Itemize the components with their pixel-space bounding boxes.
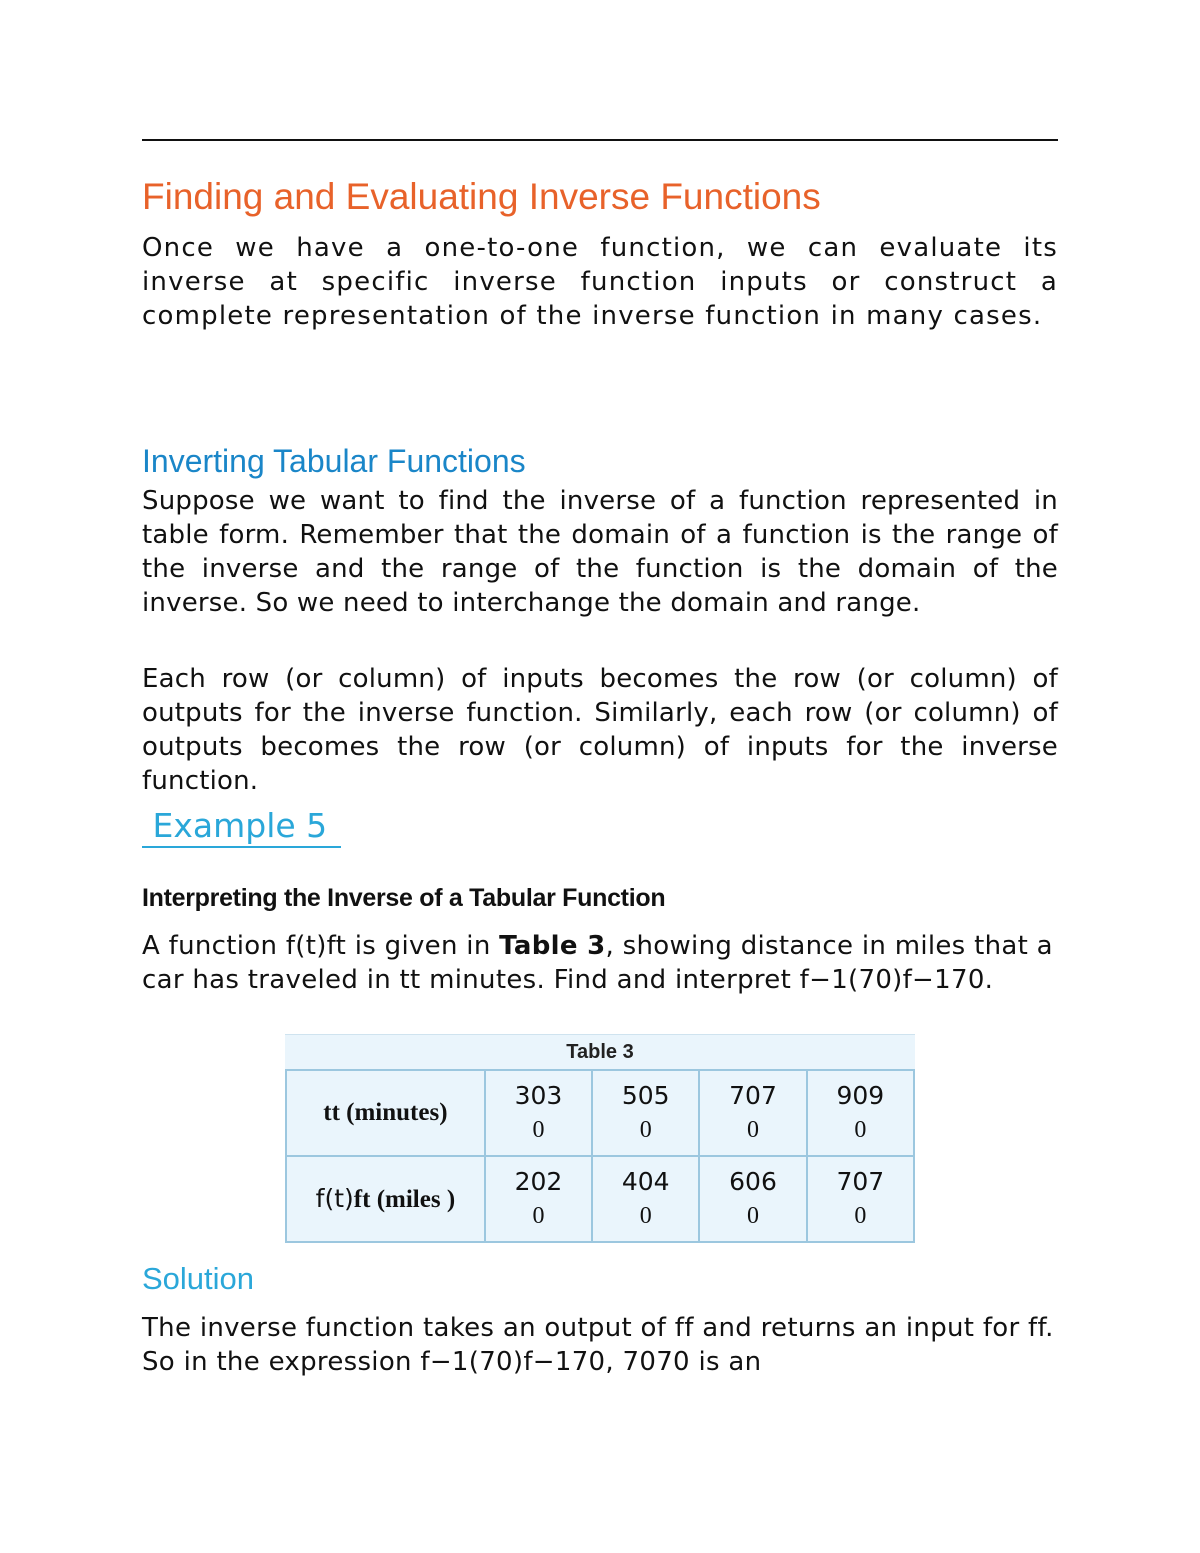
solution-paragraph: The inverse function takes an output of ff and returns an input for ff. So in the expression f−1(70)f−170, 7070 is an xyxy=(142,1313,1054,1377)
cell-line-1: 707 xyxy=(729,1081,777,1110)
cell-line-2: 0 xyxy=(854,1117,867,1143)
table-cell xyxy=(485,1070,592,1156)
cell-line-2: 0 xyxy=(532,1203,545,1229)
section-heading: Finding and Evaluating Inverse Functions xyxy=(142,176,821,217)
cell-line-2: 0 xyxy=(747,1203,760,1229)
problem-statement xyxy=(142,929,1058,997)
cell-line-2: 0 xyxy=(639,1203,652,1229)
table-caption: Table 3 xyxy=(285,1034,915,1069)
intro-paragraph: Once we have a one-to-one function, we can evaluate its inverse at specific inverse function inputs or construct a complete representation of the inverse function in many cases. xyxy=(142,233,1058,331)
solution-heading: Solution xyxy=(142,1261,255,1296)
cell-line-1: 202 xyxy=(514,1167,563,1196)
cell-line-1: 606 xyxy=(729,1167,777,1196)
table-cell xyxy=(592,1156,699,1242)
row-header-miles xyxy=(286,1156,485,1242)
cell-line-2: 0 xyxy=(747,1117,760,1143)
table-cell xyxy=(485,1156,592,1242)
table-cell xyxy=(807,1156,914,1242)
cell-line-2: 0 xyxy=(532,1117,545,1143)
cell-line-2: 0 xyxy=(854,1203,867,1229)
example-label xyxy=(142,806,341,848)
subsection-heading: Inverting Tabular Functions xyxy=(142,443,526,479)
row-header-minutes xyxy=(286,1070,485,1156)
table-cell xyxy=(699,1156,806,1242)
top-rule xyxy=(142,139,1058,141)
body-paragraph-2: Each row (or column) of inputs becomes the row (or column) of outputs for the inverse function. Similarly, each row (or column) of outputs becomes the row (or column) of inputs for the inverse function. xyxy=(142,664,1058,796)
cell-line-1: 707 xyxy=(836,1167,885,1196)
table-row xyxy=(286,1156,914,1242)
example-title: Interpreting the Inverse of a Tabular Function xyxy=(142,884,666,912)
cell-line-1: 303 xyxy=(514,1081,563,1110)
data-table xyxy=(285,1034,915,1243)
cell-line-1: 909 xyxy=(836,1081,885,1110)
row-header-text: ft (miles ) xyxy=(353,1185,456,1213)
cell-line-1: 505 xyxy=(621,1081,670,1110)
row-header-symbol: f(t) xyxy=(315,1183,354,1213)
problem-text-1: A function f(t)ft is given in xyxy=(142,931,500,961)
problem-text-2: , showing distance in miles that a car has traveled in tt minutes. Find and interpret f−1(70)f−170. xyxy=(142,931,1053,995)
table-cell xyxy=(699,1070,806,1156)
cell-line-2: 0 xyxy=(639,1117,652,1143)
table-cell xyxy=(592,1070,699,1156)
example-label-text: Example 5 xyxy=(152,806,328,845)
table-row xyxy=(286,1070,914,1156)
table-cell xyxy=(807,1070,914,1156)
cell-line-1: 404 xyxy=(621,1167,670,1196)
table-reference: Table 3 xyxy=(499,931,606,961)
row-header-symbol: tt xyxy=(323,1099,340,1126)
body-paragraph-1: Suppose we want to find the inverse of a function represented in table form. Remember that the domain of a function is the range of the inverse and the range of the function is the domain of the inverse. So we need to interchange the domain and range. xyxy=(142,486,1058,618)
row-header-text: (minutes) xyxy=(339,1099,448,1126)
